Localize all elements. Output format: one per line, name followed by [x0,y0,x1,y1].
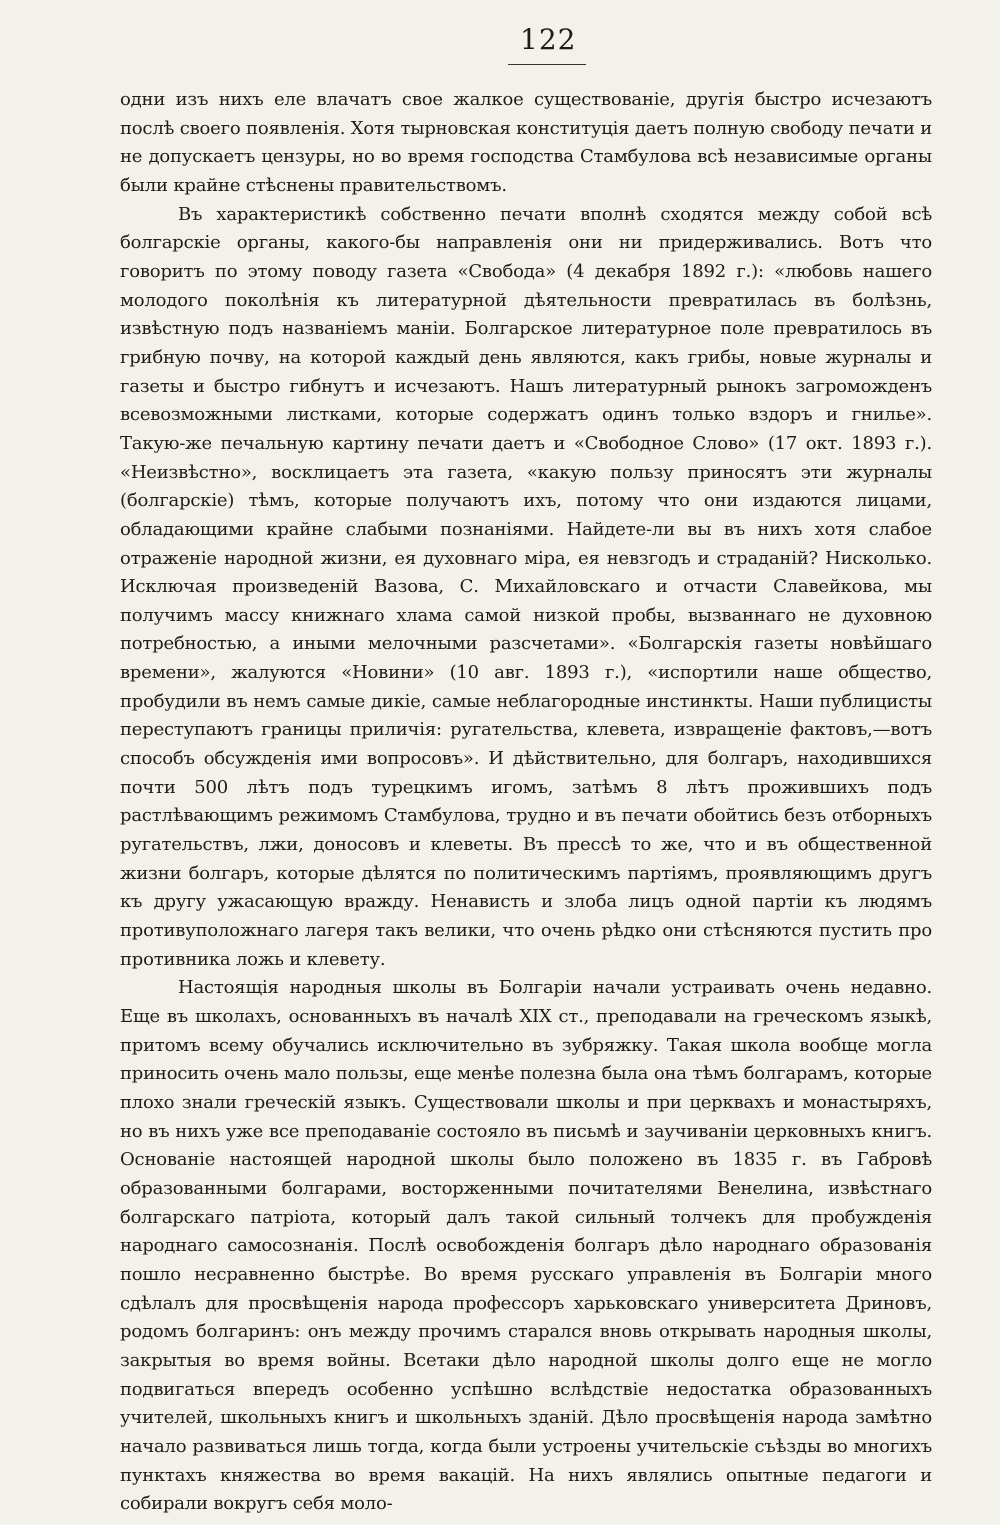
paragraph-2: Въ характеристикѣ собственно печати вполнѣ сходятся между собой всѣ болгарскіе органы, какого-бы направленія они ни придерживались. Вотъ что говоритъ по этому поводу газета «Свобода» (4 декабря 1892 г.): «любовь нашего молодого поколѣнія къ литературной дѣятельности превратилась въ болѣзнь, извѣстную подъ названіемъ маніи. Болгарское литературное поле превратилось въ грибную почву, на которой каждый день являются, какъ грибы, новые журналы и газеты и быстро гибнутъ и исчезаютъ. Нашъ литературный рынокъ загроможденъ всевозможными листками, которые содержатъ одинъ только вздоръ и гнилье». Такую-же печальную картину печати даетъ и «Свободное Слово» (17 окт. 1893 г.). «Неизвѣстно», восклицаетъ эта газета, «какую пользу приносятъ эти журналы (болгарскіе) тѣмъ, которые получаютъ ихъ, потому что они издаются лицами, обладающими крайне слабыми познаніями. Найдете-ли вы въ нихъ хотя слабое отраженіе народной жизни, ея духовнаго міра, ея невзгодъ и страданій? Нисколько. Исключая произведеній Вазова, С. Михайловскаго и отчасти Славейкова, мы получимъ массу книжнаго хлама самой низкой пробы, вызваннаго не духовною потребностью, а иными мелочными разсчетами». «Болгарскія газеты новѣйшаго времени», жалуются «Новини» (10 авг. 1893 г.), «испортили наше общество, пробудили въ немъ самые дикіе, самые неблагородные инстинкты. Наши публицисты переступаютъ границы приличія: ругательства, клевета, извращеніе фактовъ,—вотъ способъ обсужденія ими вопросовъ». И дѣйствительно, для болгаръ, находившихся почти 500 лѣтъ подъ турецкимъ игомъ, затѣмъ 8 лѣтъ прожившихъ подъ растлѣвающимъ режимомъ Стамбулова, трудно и въ печати обойтись безъ отборныхъ ругательствъ, лжи, доносовъ и клеветы. Въ прессѣ то же, что и въ общественной жизни болгаръ, которые дѣлятся по политическимъ партіямъ, проявляющимъ другъ къ другу ужасающую вражду. Ненависть и злоба лицъ одной партіи къ людямъ противуположнаго лагеря такъ велики, что очень рѣдко они стѣсняются пустить про противника ложь и клевету. [120,203,932,970]
page-number: 122 [520,23,577,56]
page-body [120,86,932,1515]
paragraph-3: Настоящія народныя школы въ Болгаріи начали устраивать очень недавно. Еще въ школахъ, основанныхъ въ началѣ XIX ст., преподавали на греческомъ языкѣ, притомъ всему обучались исключительно въ зубряжку. Такая школа вообще могла приносить очень мало пользы, еще менѣе полезна была она тѣмъ болгарамъ, которые плохо знали греческій языкъ. Существовали школы и при церквахъ и монастыряхъ, но въ нихъ уже все преподаваніе состояло въ письмѣ и заучиваніи церковныхъ книгъ. Основаніе настоящей народной школы было положено въ 1835 г. въ Габровѣ образованными болгарами, восторженными почитателями Венелина, извѣстнаго болгарскаго патріота, который далъ такой сильный толчекъ для пробужденія народнаго самосознанія. Послѣ освобожденія болгаръ дѣло народнаго образованія пошло несравненно быстрѣе. Во время русскаго управленія въ Болгаріи много сдѣлалъ для просвѣщенія народа профессоръ харьковскаго университета Дриновъ, родомъ болгаринъ: онъ между прочимъ старался вновь открывать народныя школы, закрытыя во время войны. Всетаки дѣло народной школы долго еще не могло подвигаться впередъ особенно успѣшно вслѣдствіе недостатка образованныхъ учителей, школьныхъ книгъ и школьныхъ зданій. Дѣло просвѣщенія народа замѣтно начало развиваться лишь тогда, когда были устроены учительскіе съѣзды во многихъ пунктахъ княжества во время вакацій. На нихъ являлись опытные педагоги и собирали вокругъ себя моло- [120,977,932,1515]
paragraph-1: одни изъ нихъ еле влачатъ свое жалкое существованіе, другія быстро исчезаютъ послѣ своего появленія. Хотя тырновская конституція даетъ полную свободу печати и не допускаетъ цензуры, но во время господства Стамбулова всѣ независимые органы были крайне стѣснены правительствомъ. [120,89,932,196]
page-number-rule [508,64,586,65]
